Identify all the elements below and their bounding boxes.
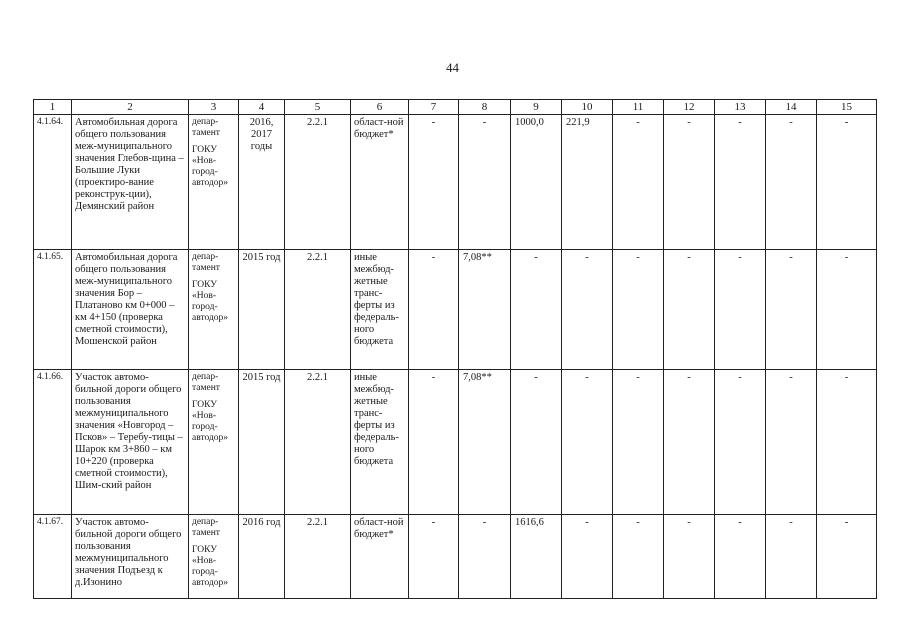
executor-department: депар-тамент [192,252,220,273]
value-cell: - [409,515,459,599]
column-number: 7 [409,100,459,115]
table-row [34,115,877,250]
value-cell: - [664,250,715,370]
value-cell: 7,08** [459,370,511,515]
column-number: 2 [72,100,189,115]
value-cell: - [511,370,562,515]
object-name: Участок автомо-бильной дороги общего пользования межмуниципального значения Подъезд к д.Изонино [72,515,189,599]
executor-department: депар-тамент [192,372,220,393]
value-cell: - [613,250,664,370]
column-number: 9 [511,100,562,115]
value-cell: - [664,370,715,515]
executor-agency: ГОКУ «Нов-город-автодор» [192,280,229,323]
value-cell: - [715,250,766,370]
object-name: Автомобильная дорога общего пользования меж-муниципального значения Бор – Платаново км 0+000 – км 4+150 (проверка сметной стоимости), Мошенской район [72,250,189,370]
period: 2016 год [239,515,285,599]
value-cell: - [511,250,562,370]
value-cell: - [715,115,766,250]
column-number: 1 [34,100,72,115]
column-numbers-row [34,100,877,115]
column-number: 13 [715,100,766,115]
column-number: 12 [664,100,715,115]
value-cell: - [715,515,766,599]
value-cell: - [766,370,817,515]
value-cell: 221,9 [562,115,613,250]
executor [189,370,239,515]
executor-agency: ГОКУ «Нов-город-автодор» [192,145,229,188]
target-indicator: 2.2.1 [285,515,351,599]
table-row [34,515,877,599]
executor-agency: ГОКУ «Нов-город-автодор» [192,545,229,588]
target-indicator: 2.2.1 [285,370,351,515]
period: 2015 год [239,250,285,370]
funding-source: област-ной бюджет* [351,515,409,599]
row-number: 4.1.66. [34,370,72,515]
page-number: 44 [446,60,459,75]
funding-source: иные межбюд-жетные транс-ферты из федераль-ного бюджета [351,370,409,515]
column-number: 3 [189,100,239,115]
column-number: 10 [562,100,613,115]
value-cell: - [664,515,715,599]
value-cell: - [562,250,613,370]
value-cell: - [817,115,877,250]
value-cell: - [817,515,877,599]
column-number: 11 [613,100,664,115]
value-cell: - [766,115,817,250]
value-cell: - [766,250,817,370]
value-cell: - [817,250,877,370]
executor [189,250,239,370]
value-cell: - [715,370,766,515]
column-number: 8 [459,100,511,115]
value-cell: - [459,515,511,599]
executor-department: депар-тамент [192,117,220,138]
value-cell: - [817,370,877,515]
table-row [34,250,877,370]
value-cell: - [562,370,613,515]
row-number: 4.1.64. [34,115,72,250]
executor-department: депар-тамент [192,517,220,538]
value-cell: 1616,6 [511,515,562,599]
column-number: 5 [285,100,351,115]
value-cell: - [766,515,817,599]
column-number: 15 [817,100,877,115]
value-cell: - [459,115,511,250]
target-indicator: 2.2.1 [285,115,351,250]
executor [189,515,239,599]
object-name: Участок автомо-бильной дороги общего пользования межмуниципального значения «Новгород – Псков» – Теребу-тицы – Шарок км 3+860 – км 10+220 (проверка сметной стоимости), Шим-ский район [72,370,189,515]
target-indicator: 2.2.1 [285,250,351,370]
funding-source: област-ной бюджет* [351,115,409,250]
period: 2016, 2017 годы [239,115,285,250]
row-number: 4.1.65. [34,250,72,370]
value-cell: 7,08** [459,250,511,370]
executor [189,115,239,250]
executor-agency: ГОКУ «Нов-город-автодор» [192,400,229,443]
value-cell: - [409,250,459,370]
value-cell: - [562,515,613,599]
row-number: 4.1.67. [34,515,72,599]
value-cell: - [664,115,715,250]
program-table [33,99,877,599]
column-number: 4 [239,100,285,115]
value-cell: - [613,370,664,515]
value-cell: - [409,115,459,250]
funding-source: иные межбюд-жетные транс-ферты из федераль-ного бюджета [351,250,409,370]
table-row [34,370,877,515]
value-cell: - [613,115,664,250]
column-number: 14 [766,100,817,115]
value-cell: - [613,515,664,599]
column-number: 6 [351,100,409,115]
object-name: Автомобильная дорога общего пользования меж-муниципального значения Глебов-щина – Большие Луки (проектиро-вание реконструк-ции), Демянский район [72,115,189,250]
value-cell: 1000,0 [511,115,562,250]
period: 2015 год [239,370,285,515]
value-cell: - [409,370,459,515]
